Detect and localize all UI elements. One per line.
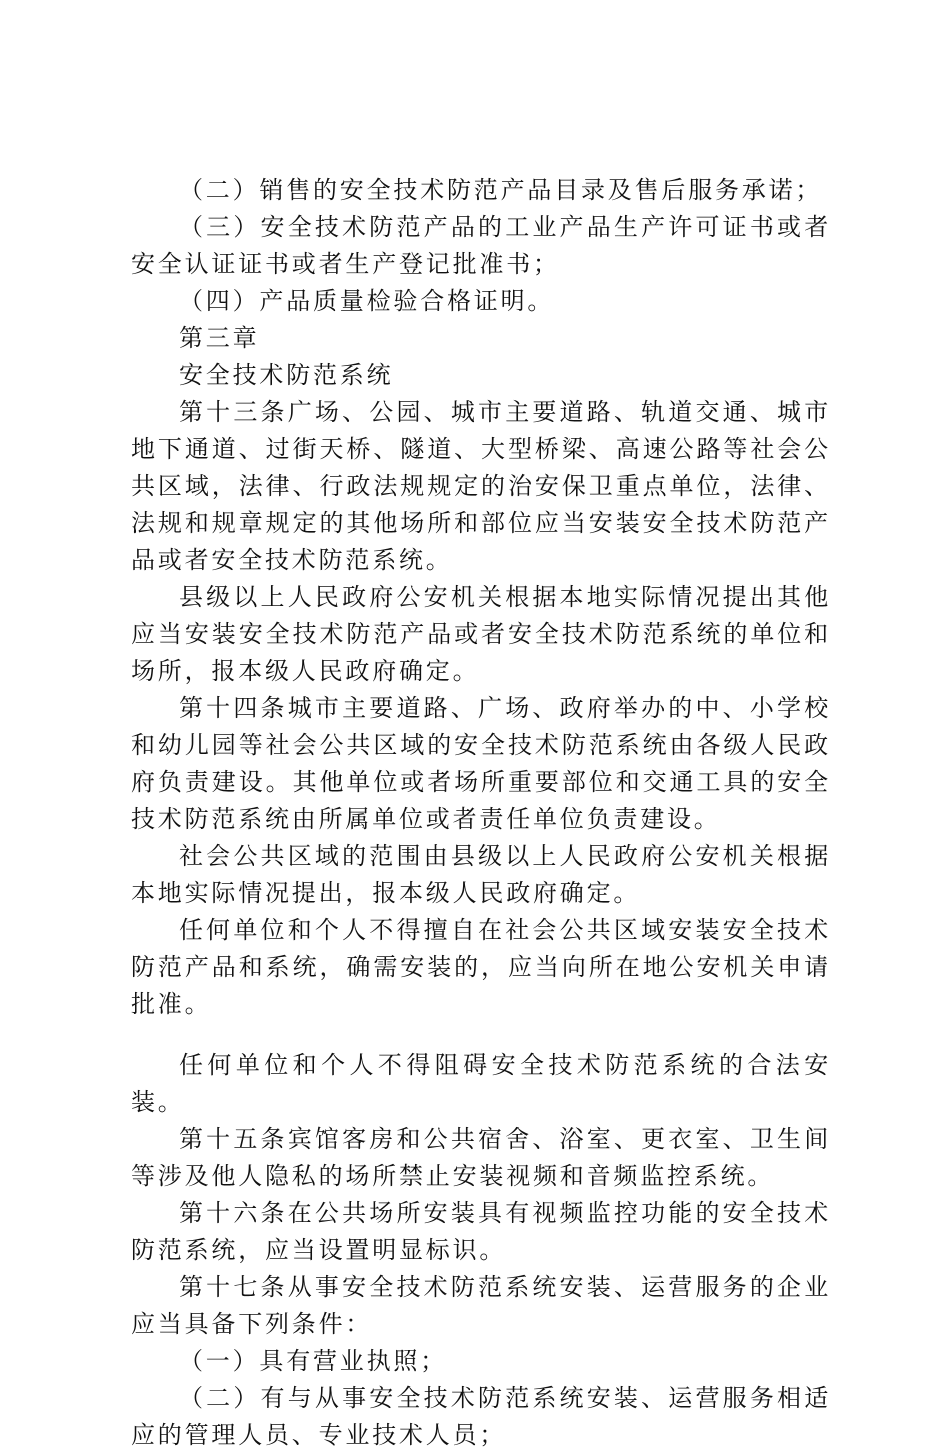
paragraph: （二）有与从事安全技术防范系统安装、运营服务相适应的管理人员、专业技术人员； xyxy=(131,1384,831,1449)
document-body xyxy=(131,172,831,1454)
chapter-heading: 第三章 xyxy=(179,324,260,352)
article-14: 第十四条城市主要道路、广场、政府举办的中、小学校和幼儿园等社会公共区域的安全技术防范系统由各级人民政府负责建设。其他单位或者场所重要部位和交通工具的安全技术防范系统由所属单位或者责任单位负责建设。 xyxy=(131,694,831,833)
article-15: 第十五条宾馆客房和公共宿舍、浴室、更衣室、卫生间等涉及他人隐私的场所禁止安装视频和音频监控系统。 xyxy=(131,1125,831,1190)
paragraph: 社会公共区域的范围由县级以上人民政府公安机关根据本地实际情况提出，报本级人民政府确定。 xyxy=(131,842,831,907)
chapter-title: 安全技术防范系统 xyxy=(179,361,394,389)
paragraph: （四）产品质量检验合格证明。 xyxy=(179,287,555,315)
paragraph: 任何单位和个人不得阻碍安全技术防范系统的合法安装。 xyxy=(131,1051,831,1116)
paragraph: （二）销售的安全技术防范产品目录及售后服务承诺； xyxy=(179,176,823,204)
paragraph: 县级以上人民政府公安机关根据本地实际情况提出其他应当安装安全技术防范产品或者安全技术防范系统的单位和场所，报本级人民政府确定。 xyxy=(131,583,831,685)
paragraph: （三）安全技术防范产品的工业产品生产许可证书或者安全认证证书或者生产登记批准书； xyxy=(131,213,831,278)
article-13: 第十三条广场、公园、城市主要道路、轨道交通、城市地下通道、过街天桥、隧道、大型桥梁、高速公路等社会公共区域，法律、行政法规规定的治安保卫重点单位，法律、法规和规章规定的其他场所和部位应当安装安全技术防范产品或者安全技术防范系统。 xyxy=(131,398,831,574)
blank-line xyxy=(131,1023,831,1047)
paragraph: （一）具有营业执照； xyxy=(179,1347,447,1375)
paragraph: 任何单位和个人不得擅自在社会公共区域安装安全技术防范产品和系统，确需安装的，应当向所在地公安机关申请批准。 xyxy=(131,916,831,1018)
article-17: 第十七条从事安全技术防范系统安装、运营服务的企业应当具备下列条件： xyxy=(131,1273,831,1338)
article-16: 第十六条在公共场所安装具有视频监控功能的安全技术防范系统，应当设置明显标识。 xyxy=(131,1199,831,1264)
